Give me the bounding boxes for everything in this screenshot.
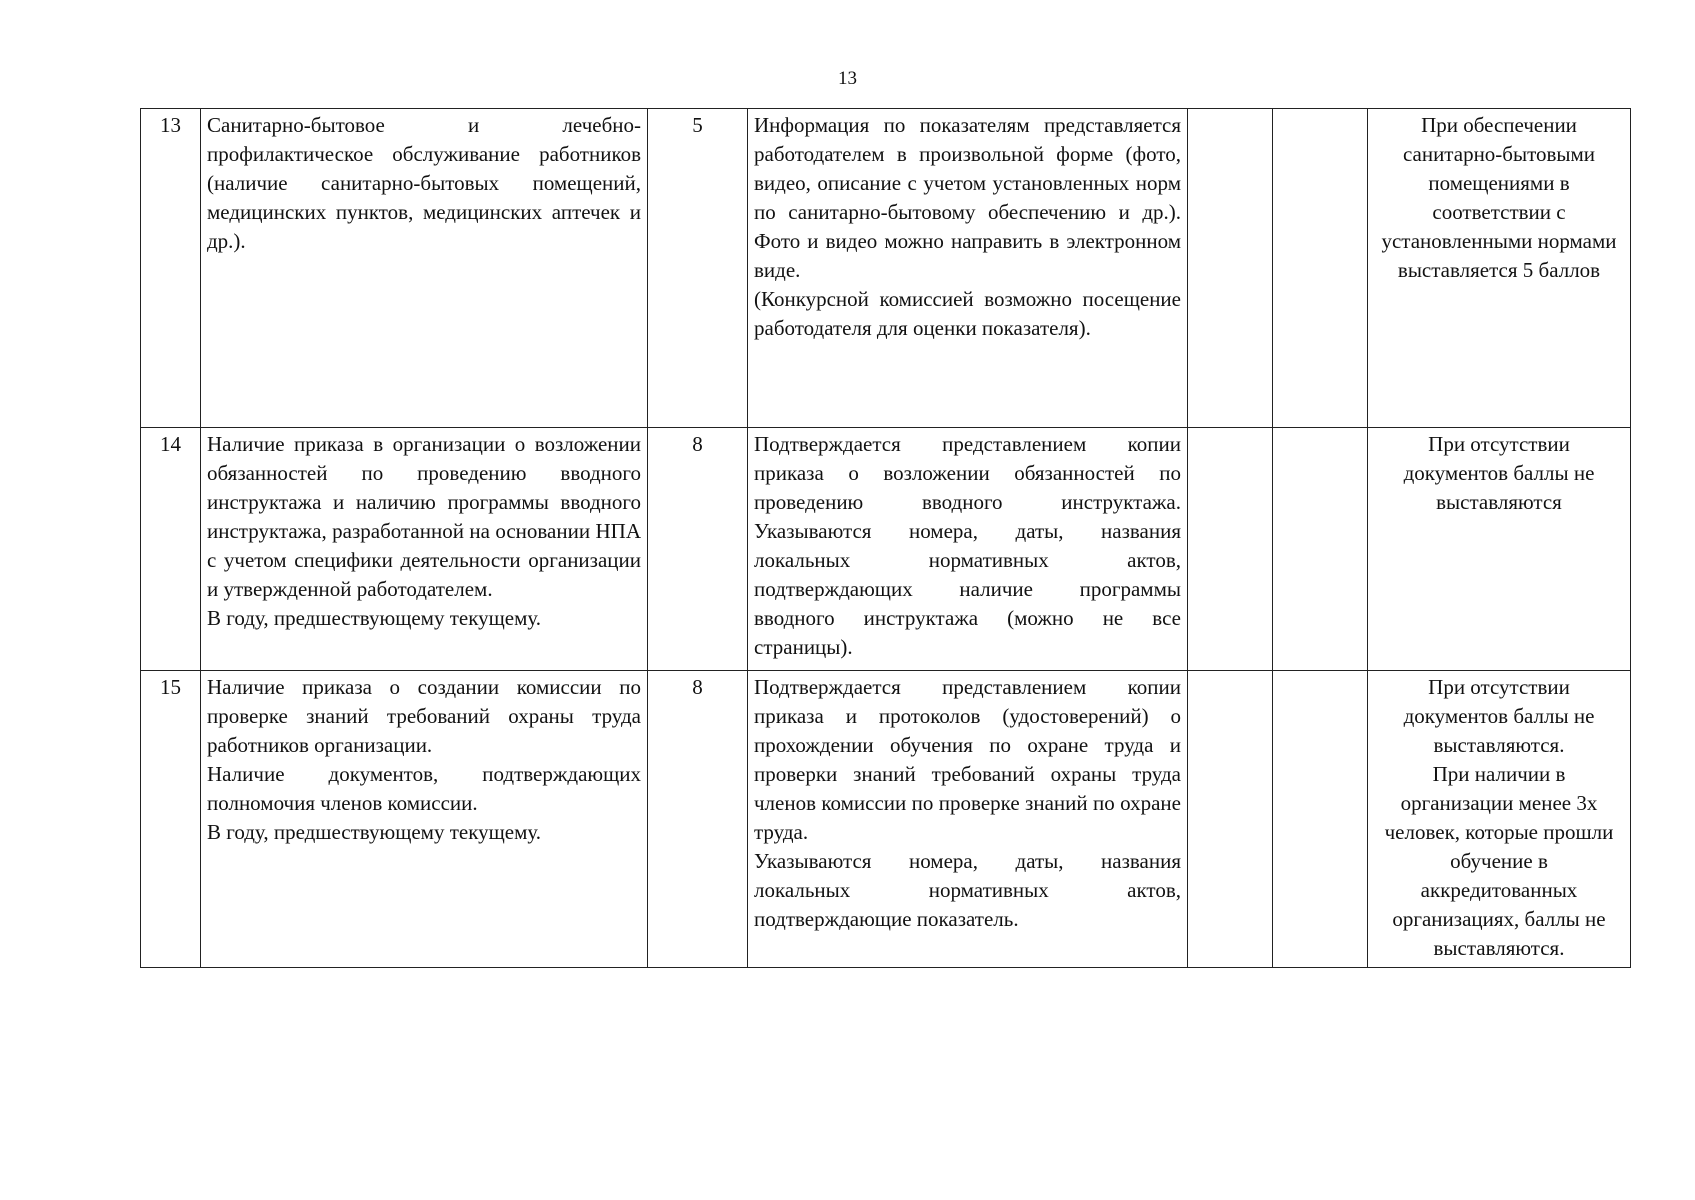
confirmation-cell (748, 109, 1188, 428)
points-cell: 8 (648, 428, 748, 671)
empty-cell (1188, 109, 1273, 428)
note-cell (1368, 671, 1631, 968)
empty-cell (1273, 428, 1368, 671)
table-row (141, 428, 1631, 671)
table-row (141, 671, 1631, 968)
indicator-text: Наличие приказа в организации о возложении обязанностей по проведению вводного инструктажа и наличию программы вводного инструктажа, разработанной на основании НПА с учетом специфики деятельности организации и утвержденной работодателем. (207, 432, 641, 601)
row-number: 15 (141, 671, 201, 968)
confirmation-text: Информация по показателям представляется работодателем в произвольной форме (фото, видео, описание с учетом установленных норм по санитарно-бытовому обеспечению и др.). Фото и видео можно направить в электронном виде. (754, 113, 1181, 282)
indicator-text: В году, предшествующему текущему. (207, 606, 542, 630)
row-number: 13 (141, 109, 201, 428)
note-text: При отсутствии документов баллы не выставляются (1403, 432, 1595, 514)
empty-cell (1273, 109, 1368, 428)
indicator-text: Наличие приказа о создании комиссии по проверке знаний требований охраны труда работников организации. (207, 675, 641, 757)
confirmation-text: Подтверждается представлением копии приказа о возложении обязанностей по проведению вводного инструктажа. Указываются номера, даты, названия локальных нормативных актов, подтверждающих наличие программы вводного инструктажа (можно не все страницы). (754, 432, 1181, 659)
points-cell: 8 (648, 671, 748, 968)
points-cell: 5 (648, 109, 748, 428)
note-cell (1368, 109, 1631, 428)
table-row (141, 109, 1631, 428)
criteria-table (140, 108, 1631, 968)
indicator-text: Наличие документов, подтверждающих полномочия членов комиссии. (207, 762, 641, 815)
empty-cell (1273, 671, 1368, 968)
confirmation-text: Указываются номера, даты, названия локальных нормативных актов, подтверждающие показатель. (754, 849, 1181, 931)
empty-cell (1188, 428, 1273, 671)
confirmation-cell (748, 671, 1188, 968)
page-number: 13 (838, 68, 857, 89)
note-cell (1368, 428, 1631, 671)
note-text: При отсутствии документов баллы не выставляются. (1403, 675, 1595, 757)
indicator-cell (201, 671, 648, 968)
empty-cell (1188, 671, 1273, 968)
note-text: При обеспечении санитарно-бытовыми помещениями в соответствии с установленными нормами выставляется 5 баллов (1381, 113, 1617, 282)
note-text: При наличии в организации менее 3х человек, которые прошли обучение в аккредитованных организациях, баллы не выставляются. (1384, 762, 1614, 960)
indicator-text: В году, предшествующему текущему. (207, 820, 542, 844)
row-number: 14 (141, 428, 201, 671)
confirmation-cell (748, 428, 1188, 671)
indicator-cell (201, 109, 648, 428)
indicator-text: Санитарно-бытовое и лечебно-профилактическое обслуживание работников (наличие санитарно-бытовых помещений, медицинских пунктов, медицинских аптечек и др.). (207, 113, 641, 253)
confirmation-text: (Конкурсной комиссией возможно посещение работодателя для оценки показателя). (754, 287, 1181, 340)
indicator-cell (201, 428, 648, 671)
confirmation-text: Подтверждается представлением копии приказа и протоколов (удостоверений) о прохождении обучения по охране труда и проверки знаний требований охраны труда членов комиссии по проверке знаний по охране труда. (754, 675, 1181, 844)
